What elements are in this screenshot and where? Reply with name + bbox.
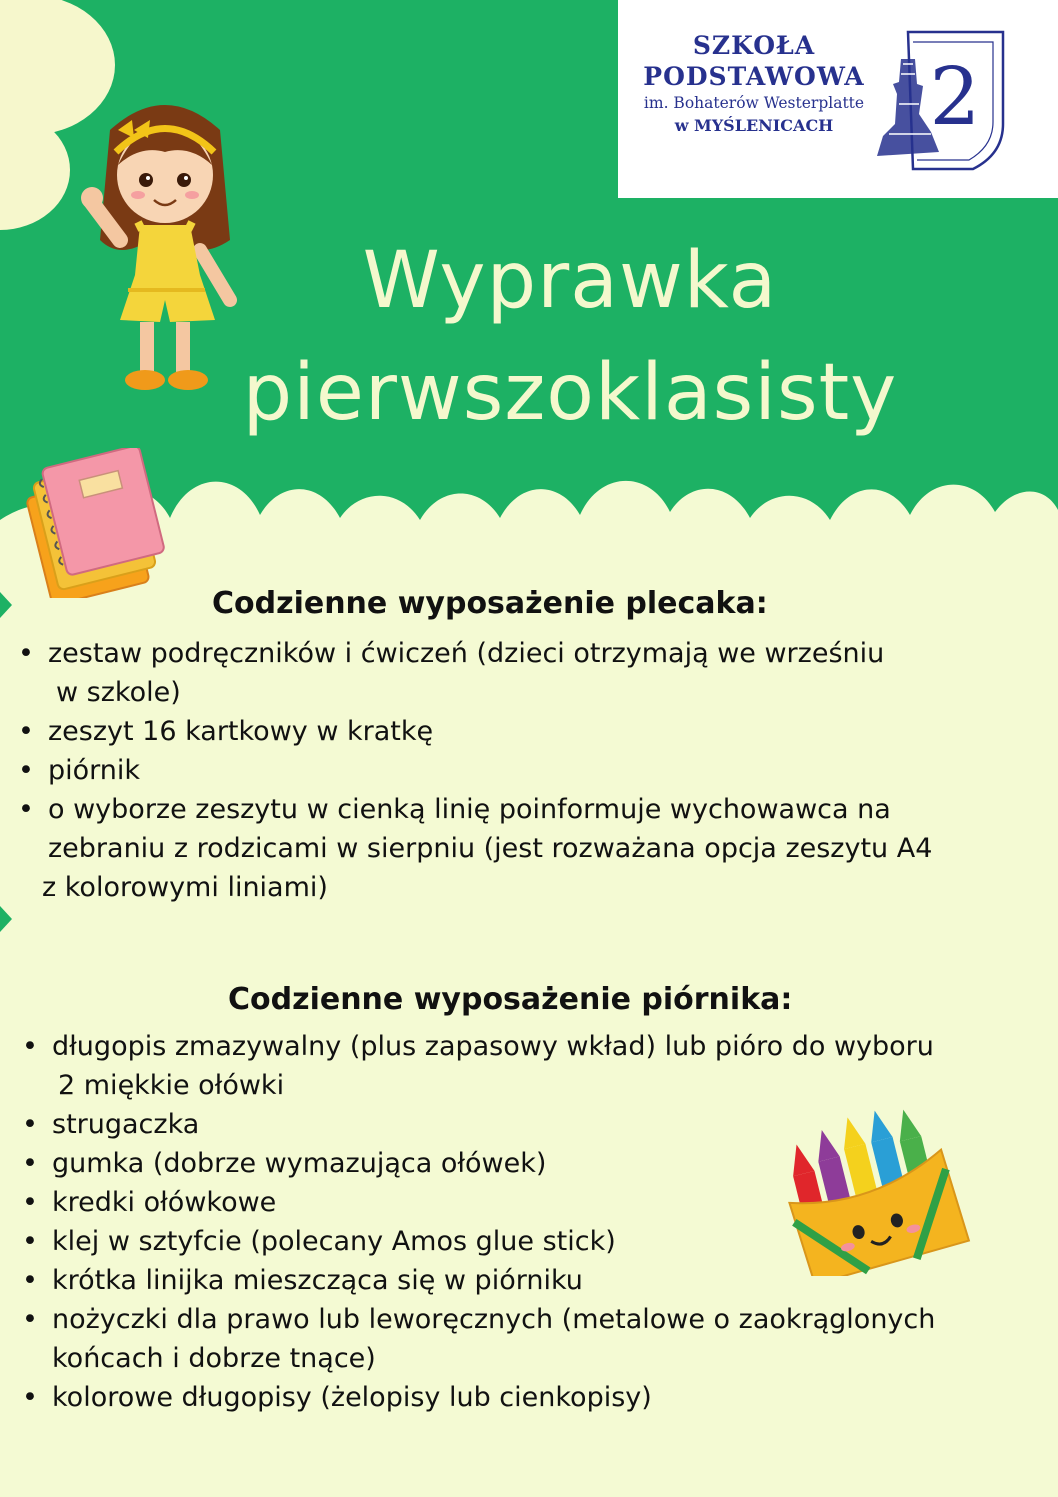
backpack-item-4-line-3: z kolorowymi liniami) <box>42 872 328 903</box>
backpack-heading: Codzienne wyposażenie plecaka: <box>212 586 768 621</box>
logo-line-1: SZKOŁA <box>692 31 816 60</box>
page-title <box>200 225 940 449</box>
list-item: • gumka (dobrze wymazująca ołówek) <box>22 1144 1032 1183</box>
logo-number: 2 <box>929 50 981 143</box>
list-item: • piórnik <box>18 751 1028 790</box>
pencilcase-item-7-line-2: końcach i dobrze tnące) <box>52 1343 376 1374</box>
list-item: • klej w sztyfcie (polecany Amos glue stick) <box>22 1222 1032 1261</box>
logo-line-3: im. Bohaterów Westerplatte <box>643 94 865 112</box>
list-item: • kredki ołówkowe <box>22 1183 1032 1222</box>
backpack-item-1-line-2: w szkole) <box>56 677 181 708</box>
backpack-item-4-line-1: o wyborze zeszytu w cienką linię poinformuje wychowawca na <box>48 794 891 825</box>
title-line-2: pierwszoklasisty <box>242 348 898 438</box>
pencilcase-heading: Codzienne wyposażenie piórnika: <box>228 982 793 1017</box>
pencilcase-item-7-line-1: nożyczki dla prawo lub leworęcznych (metalowe o zaokrąglonych <box>52 1304 936 1335</box>
title-line-1: Wyprawka <box>362 236 778 326</box>
pencilcase-item-1-line-2: 2 miękkie ołówki <box>58 1070 285 1101</box>
shield-crest-icon <box>873 24 1013 174</box>
green-triangle-decoration <box>0 906 12 932</box>
backpack-list <box>18 634 1028 907</box>
school-logo <box>618 0 1058 198</box>
pencilcase-item-1-line-1: długopis zmazywalny (plus zapasowy wkład) lub pióro do wyboru <box>52 1031 934 1062</box>
list-item: • kolorowe długopisy (żelopisy lub cienkopisy) <box>22 1378 1032 1417</box>
logo-line-4: w MYŚLENICACH <box>674 116 834 135</box>
backpack-item-1-line-1: zestaw podręczników i ćwiczeń (dzieci otrzymają we wrześniu <box>48 638 885 669</box>
list-item: • zeszyt 16 kartkowy w kratkę <box>18 712 1028 751</box>
notebook-illustration <box>14 448 174 598</box>
list-item <box>22 1300 1032 1378</box>
backpack-item-4-line-2: zebraniu z rodzicami w sierpniu (jest rozważana opcja zeszytu A4 <box>48 833 933 864</box>
pencilcase-list <box>22 1027 1032 1417</box>
list-item: • krótka linijka mieszcząca się w piórniku <box>22 1261 1032 1300</box>
list-item <box>22 1027 1032 1105</box>
list-item <box>18 634 1028 712</box>
list-item <box>18 790 1028 907</box>
green-triangle-decoration <box>0 592 12 618</box>
logo-line-2: PODSTAWOWA <box>643 62 865 91</box>
list-item: • strugaczka <box>22 1105 1032 1144</box>
logo-text <box>618 30 890 138</box>
